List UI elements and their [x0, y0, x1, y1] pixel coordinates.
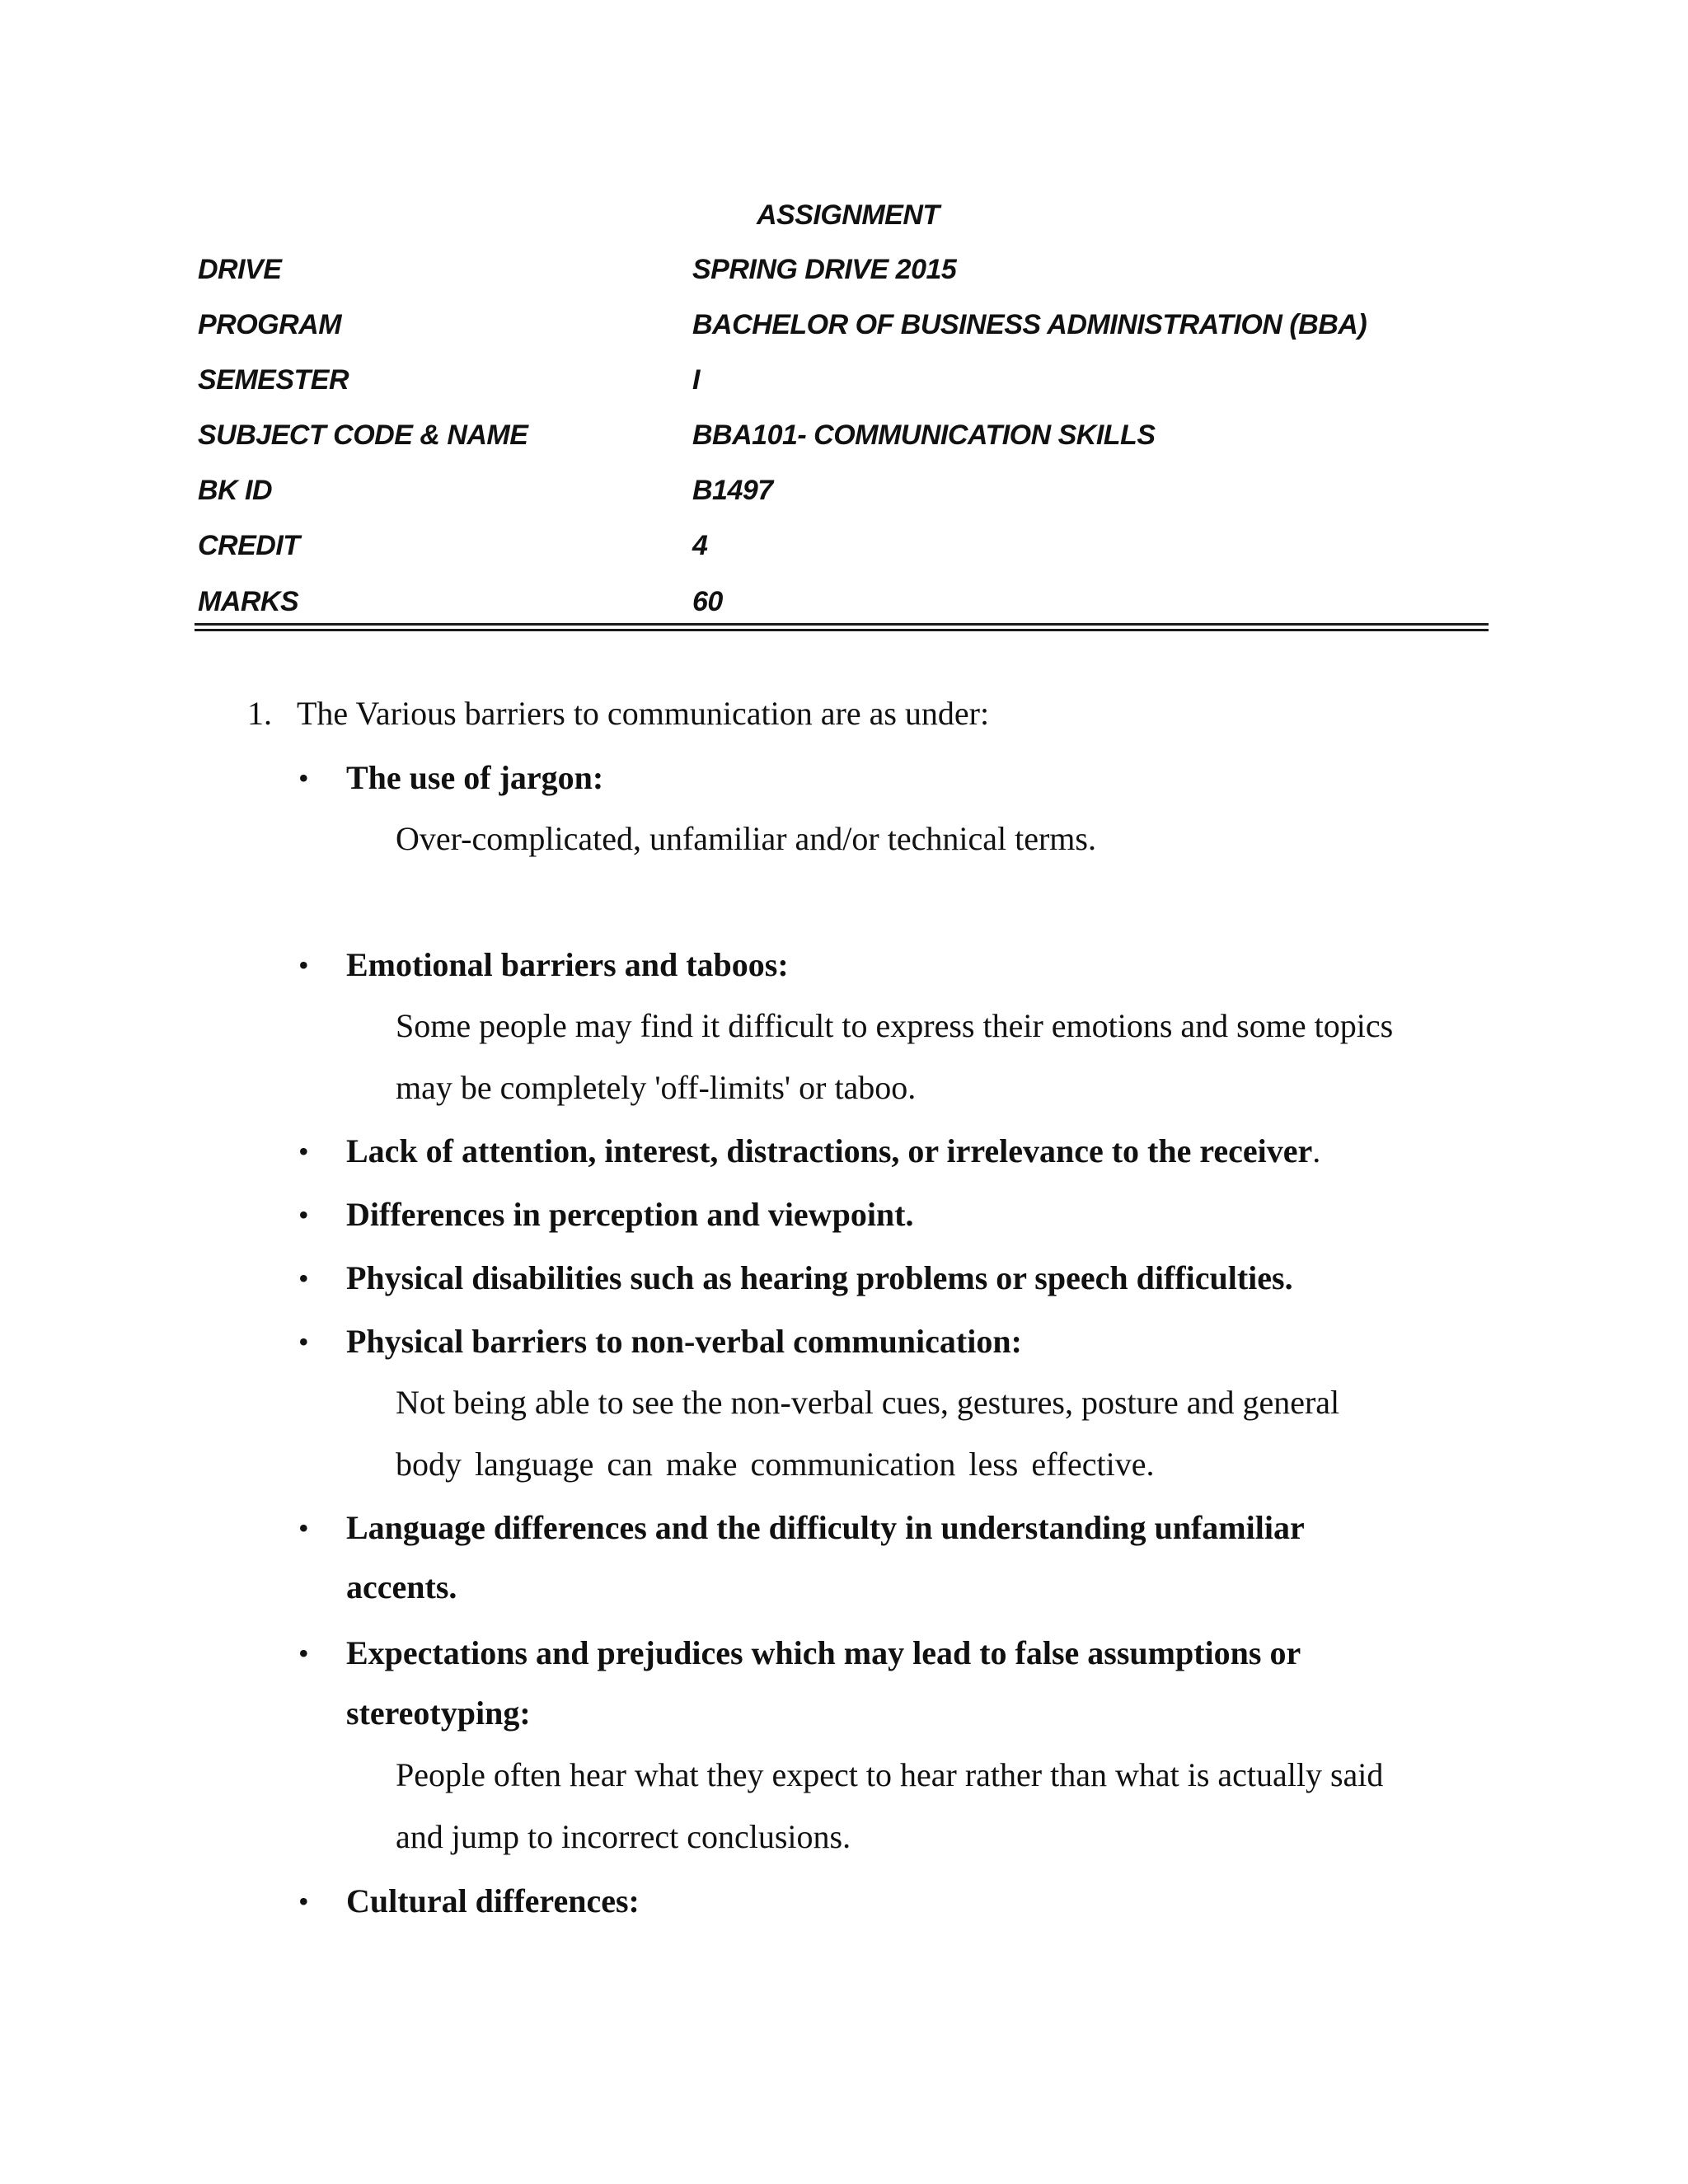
question-intro: The Various barriers to communication are as under:	[297, 695, 990, 732]
semester-value: I	[692, 364, 700, 396]
item-heading-cont: stereotyping:	[346, 1694, 531, 1732]
bullet-symbol: •	[298, 1198, 309, 1231]
subject-label: SUBJECT CODE & NAME	[198, 419, 528, 451]
item-desc: and jump to incorrect conclusions.	[396, 1818, 851, 1855]
item-heading: Language differences and the difficulty in understanding unfamiliar	[346, 1509, 1305, 1546]
bullet-symbol: •	[298, 1637, 309, 1670]
item-desc: People often hear what they expect to hear rather than what is actually said	[396, 1756, 1384, 1793]
item-heading: Differences in perception and viewpoint.	[346, 1196, 914, 1233]
semester-label: SEMESTER	[198, 364, 349, 396]
header-rule-top	[195, 623, 1489, 626]
item-desc: may be completely 'off-limits' or taboo.	[396, 1069, 917, 1106]
question-number: 1.	[247, 695, 272, 732]
item-heading: Physical barriers to non-verbal communication:	[346, 1323, 1022, 1360]
item-desc: body language can make communication less effective.	[396, 1446, 1155, 1483]
item-desc: Not being able to see the non-verbal cues, gestures, posture and general	[396, 1384, 1340, 1421]
bullet-symbol: •	[298, 1511, 309, 1544]
marks-value: 60	[692, 586, 723, 617]
program-label: PROGRAM	[198, 309, 342, 340]
drive-label: DRIVE	[198, 254, 282, 285]
item-heading: Lack of attention, interest, distractions, or irrelevance to the receiver	[346, 1132, 1313, 1169]
bullet-symbol: •	[298, 762, 309, 794]
subject-value: BBA101- COMMUNICATION SKILLS	[692, 419, 1156, 451]
bullet-symbol: •	[298, 1325, 309, 1358]
credit-value: 4	[692, 530, 708, 561]
item-heading: Expectations and prejudices which may lead to false assumptions or	[346, 1634, 1301, 1671]
bullet-symbol: •	[298, 1885, 309, 1918]
item-heading-cont: accents.	[346, 1568, 457, 1605]
program-value: BACHELOR OF BUSINESS ADMINISTRATION (BBA)	[692, 309, 1367, 340]
item-heading: The use of jargon:	[346, 759, 604, 796]
bullet-symbol: •	[298, 949, 309, 982]
bkid-label: BK ID	[198, 475, 273, 506]
item-heading: Cultural differences:	[346, 1882, 640, 1919]
bkid-value: B1497	[692, 475, 773, 506]
item-desc: Over-complicated, unfamiliar and/or technical terms.	[396, 820, 1096, 857]
drive-value: SPRING DRIVE 2015	[692, 254, 957, 285]
credit-label: CREDIT	[198, 530, 300, 561]
bullet-symbol: •	[298, 1262, 309, 1295]
bullet-symbol: •	[298, 1135, 309, 1168]
item-desc: Some people may find it difficult to express their emotions and some topics	[396, 1007, 1394, 1044]
item-heading-trailing: .	[1312, 1132, 1321, 1169]
item-heading-line	[346, 1132, 1320, 1171]
assignment-title: ASSIGNMENT	[757, 199, 940, 231]
item-heading: Emotional barriers and taboos:	[346, 946, 789, 983]
item-heading: Physical disabilities such as hearing problems or speech difficulties.	[346, 1259, 1293, 1296]
header-rule-bottom	[195, 629, 1489, 631]
marks-label: MARKS	[198, 586, 299, 617]
